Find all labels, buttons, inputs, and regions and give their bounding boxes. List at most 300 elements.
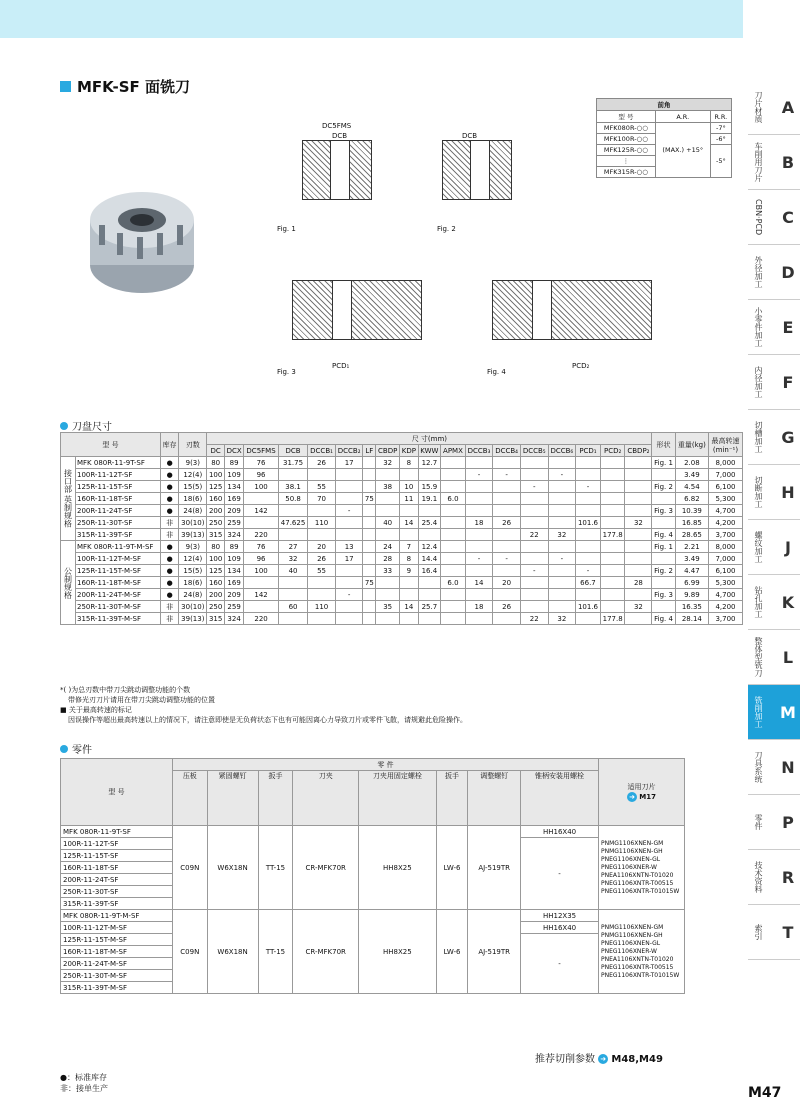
td: -7° — [710, 123, 731, 134]
data-cell: 4.54 — [675, 481, 708, 493]
rake-angle-table — [596, 98, 732, 178]
tab-letter: B — [781, 152, 795, 172]
section-title: 刀盘尺寸 — [72, 422, 112, 433]
data-cell: 96 — [244, 553, 279, 565]
data-cell — [625, 529, 652, 541]
tab-letter: C — [782, 207, 794, 227]
data-cell — [625, 469, 652, 481]
data-cell: 30(10) — [179, 601, 207, 613]
data-cell — [465, 613, 493, 625]
data-cell: 11 — [400, 493, 418, 505]
model-cell: 200R-11-24T-M-SF — [75, 589, 160, 601]
data-cell: 27 — [278, 541, 307, 553]
tab-a[interactable] — [748, 80, 800, 135]
data-cell: 17 — [335, 457, 363, 469]
insert-item: PNEG1106XNTR-T00515 — [601, 963, 674, 971]
model-cell: 160R-11-18T-M-SF — [75, 577, 160, 589]
dim-label: PCD₁ — [332, 362, 350, 370]
data-cell: 7 — [400, 541, 418, 553]
data-cell: 12.4 — [418, 541, 441, 553]
table-row — [61, 553, 743, 565]
data-cell: 14 — [400, 601, 418, 613]
data-cell — [600, 577, 625, 589]
th-col: DCCB₆ — [548, 445, 576, 457]
data-cell — [363, 601, 376, 613]
data-cell: 259 — [224, 517, 243, 529]
data-cell: ● — [161, 577, 179, 589]
data-cell: 10 — [400, 481, 418, 493]
insert-list — [599, 910, 685, 994]
data-cell: 76 — [244, 457, 279, 469]
th-col: CBDP₂ — [625, 445, 652, 457]
tab-label: 内径加工 — [754, 366, 763, 398]
data-cell — [363, 529, 376, 541]
page-title — [60, 76, 190, 97]
part-value: HH8X25 — [358, 910, 436, 994]
tab-k[interactable] — [748, 575, 800, 630]
side-tabs — [748, 80, 800, 960]
tab-letter: R — [781, 867, 795, 887]
data-cell: 142 — [244, 505, 279, 517]
data-cell: 70 — [308, 493, 336, 505]
model-cell: 250R-11-30T-M-SF — [61, 970, 173, 982]
data-cell — [600, 481, 625, 493]
data-cell — [363, 565, 376, 577]
data-cell: 4,200 — [709, 517, 743, 529]
data-cell — [548, 517, 576, 529]
data-cell — [244, 601, 279, 613]
data-cell: 2.08 — [675, 457, 708, 469]
tab-b[interactable] — [748, 135, 800, 190]
data-cell: 12(4) — [179, 469, 207, 481]
data-cell — [548, 481, 576, 493]
data-cell: 33 — [376, 565, 400, 577]
insert-item: PNEG1106XNEN-GL — [601, 855, 661, 863]
group-label: 接口部 英制规格 — [61, 457, 76, 541]
data-cell: Fig. 4 — [652, 529, 675, 541]
data-cell: 47.625 — [278, 517, 307, 529]
model-cell: 100R-11-12T-SF — [75, 469, 160, 481]
data-cell: Fig. 2 — [652, 481, 675, 493]
data-cell — [441, 589, 465, 601]
tab-label: 外径加工 — [754, 256, 763, 288]
model-cell: 160R-11-18T-SF — [75, 493, 160, 505]
data-cell: 169 — [224, 577, 243, 589]
data-cell: 7,000 — [709, 553, 743, 565]
data-cell: 209 — [224, 589, 243, 601]
data-cell: 177.8 — [600, 529, 625, 541]
th-insert — [599, 759, 685, 826]
data-cell: - — [548, 553, 576, 565]
bullet-icon — [60, 745, 68, 753]
data-cell — [520, 589, 548, 601]
data-cell — [493, 529, 521, 541]
data-cell — [363, 553, 376, 565]
data-cell — [625, 541, 652, 553]
data-cell: ● — [161, 541, 179, 553]
data-cell — [493, 493, 521, 505]
table-row — [61, 613, 743, 625]
data-cell — [308, 613, 336, 625]
data-cell — [363, 517, 376, 529]
data-cell — [576, 493, 601, 505]
data-cell: - — [520, 565, 548, 577]
data-cell: 8,000 — [709, 541, 743, 553]
data-cell — [520, 517, 548, 529]
tab-h[interactable] — [748, 465, 800, 520]
data-cell — [520, 577, 548, 589]
part-value: C09N — [173, 826, 208, 910]
tab-e[interactable] — [748, 300, 800, 355]
data-cell — [493, 481, 521, 493]
data-cell: Fig. 2 — [652, 565, 675, 577]
data-cell — [278, 589, 307, 601]
tab-letter: M — [780, 702, 796, 722]
data-cell — [625, 553, 652, 565]
data-cell: 18 — [465, 601, 493, 613]
tab-f[interactable] — [748, 355, 800, 410]
tab-label: 切断加工 — [754, 476, 763, 508]
data-cell: 160 — [207, 577, 225, 589]
data-cell: 26 — [493, 601, 521, 613]
tab-d[interactable] — [748, 245, 800, 300]
data-cell — [441, 505, 465, 517]
data-cell — [493, 613, 521, 625]
insert-label: 适用刀片 — [627, 783, 656, 791]
data-cell: 142 — [244, 589, 279, 601]
data-cell: ● — [161, 565, 179, 577]
section-title: 零件 — [72, 745, 92, 756]
part-value: TT-15 — [258, 910, 293, 994]
data-cell — [441, 601, 465, 613]
recommend — [535, 1050, 663, 1065]
data-cell: 22 — [520, 613, 548, 625]
data-cell — [376, 469, 400, 481]
data-cell — [441, 481, 465, 493]
data-cell — [376, 613, 400, 625]
data-cell: ● — [161, 469, 179, 481]
data-cell: 100 — [207, 469, 225, 481]
th-col: PCD₂ — [600, 445, 625, 457]
tab-label: CBN·PCD — [754, 198, 763, 236]
legend-item: 非：接单生产 — [60, 1084, 108, 1093]
th-size: 尺 寸(mm) — [207, 433, 652, 445]
data-cell: 16.35 — [675, 601, 708, 613]
parts-table — [60, 758, 685, 994]
table-row — [61, 565, 743, 577]
th-parts: 零 件 — [173, 759, 599, 771]
th-edges: 刃数 — [179, 433, 207, 457]
data-cell: 96 — [244, 469, 279, 481]
data-cell: 89 — [224, 457, 243, 469]
data-cell: ● — [161, 553, 179, 565]
th-part: 刀夹用固定螺栓 — [358, 771, 436, 826]
data-cell — [363, 541, 376, 553]
data-cell: Fig. 3 — [652, 589, 675, 601]
data-cell — [308, 577, 336, 589]
data-cell: 6.82 — [675, 493, 708, 505]
insert-item: PNEG1106XNTR-T01015W — [601, 887, 680, 895]
data-cell: 8,000 — [709, 457, 743, 469]
data-cell: - — [493, 469, 521, 481]
data-cell: 14 — [400, 517, 418, 529]
cutter-photo — [85, 175, 200, 300]
th-col: DC5FMS — [244, 445, 279, 457]
data-cell: 40 — [278, 565, 307, 577]
th: A.R. — [655, 111, 710, 123]
data-cell — [335, 517, 363, 529]
data-cell — [400, 577, 418, 589]
data-cell: 3.49 — [675, 469, 708, 481]
data-cell — [652, 601, 675, 613]
fig-label: Fig. 2 — [437, 225, 456, 233]
model-cell: MFK 080R-11-9T-M-SF — [61, 910, 173, 922]
tab-p[interactable] — [748, 795, 800, 850]
data-cell — [308, 469, 336, 481]
th-stock: 库存 — [161, 433, 179, 457]
table-row — [61, 493, 743, 505]
data-cell: 24(8) — [179, 505, 207, 517]
data-cell: - — [520, 481, 548, 493]
note: ■ 关于最高转速的标记 — [60, 706, 132, 714]
data-cell: 169 — [224, 493, 243, 505]
model-cell: 160R-11-18T-SF — [61, 862, 173, 874]
th-col: DCB — [278, 445, 307, 457]
data-cell — [363, 505, 376, 517]
tab-t[interactable] — [748, 905, 800, 960]
data-cell — [576, 589, 601, 601]
fig4-body — [492, 280, 652, 340]
group-label: 公制规格 — [61, 541, 76, 625]
tab-label: 切槽加工 — [754, 421, 763, 453]
data-cell: 80 — [207, 457, 225, 469]
data-cell — [308, 589, 336, 601]
data-cell — [520, 493, 548, 505]
data-cell — [652, 517, 675, 529]
data-cell: 6.0 — [441, 577, 465, 589]
bolt-value: HH16X40 — [521, 826, 599, 838]
data-cell — [441, 457, 465, 469]
title-marker — [60, 81, 71, 92]
data-cell — [600, 493, 625, 505]
data-cell: 25.4 — [418, 517, 441, 529]
data-cell: 24(8) — [179, 589, 207, 601]
data-cell — [493, 505, 521, 517]
data-cell: 60 — [278, 601, 307, 613]
tab-label: 刀片材质 — [754, 91, 763, 123]
tab-r[interactable] — [748, 850, 800, 905]
data-cell — [418, 577, 441, 589]
th: 型 号 — [597, 111, 656, 123]
part-value: LW-6 — [436, 910, 468, 994]
model-cell: 125R-11-15T-M-SF — [61, 934, 173, 946]
th-part: 锥柄安装用螺栓 — [521, 771, 599, 826]
data-cell: 109 — [224, 553, 243, 565]
th-col: KWW — [418, 445, 441, 457]
insert-ref: M17 — [639, 793, 656, 801]
data-cell — [625, 589, 652, 601]
data-cell: 12.7 — [418, 457, 441, 469]
data-cell — [576, 457, 601, 469]
data-cell: ● — [161, 493, 179, 505]
bolt-value: - — [521, 934, 599, 994]
td: ⋮ — [597, 156, 656, 167]
model-cell: 250R-11-30T-M-SF — [75, 601, 160, 613]
data-cell: 6.99 — [675, 577, 708, 589]
data-cell — [441, 529, 465, 541]
data-cell: 259 — [224, 601, 243, 613]
data-cell — [520, 601, 548, 613]
dim-label: DCB — [332, 132, 348, 140]
data-cell: 非 — [161, 613, 179, 625]
data-cell — [465, 529, 493, 541]
data-cell — [548, 541, 576, 553]
tab-j[interactable] — [748, 520, 800, 575]
part-value: HH8X25 — [358, 826, 436, 910]
th-model: 型 号 — [61, 759, 173, 826]
data-cell: 110 — [308, 517, 336, 529]
data-cell — [625, 481, 652, 493]
data-cell: 125 — [207, 565, 225, 577]
tab-l[interactable] — [748, 630, 800, 685]
part-value: W6X18N — [207, 910, 258, 994]
data-cell — [400, 505, 418, 517]
tab-label: 刀具系统 — [754, 751, 763, 783]
data-cell — [652, 553, 675, 565]
data-cell — [278, 529, 307, 541]
section-dimensions — [60, 418, 112, 433]
fig-label: Fig. 1 — [277, 225, 296, 233]
data-cell — [278, 577, 307, 589]
th-col: DCCB₅ — [520, 445, 548, 457]
model-cell: 200R-11-24T-M-SF — [61, 958, 173, 970]
tab-letter: L — [782, 647, 794, 667]
data-cell: 38.1 — [278, 481, 307, 493]
data-cell — [548, 457, 576, 469]
part-value: AJ-519TR — [468, 910, 521, 994]
data-cell: 250 — [207, 517, 225, 529]
data-cell — [520, 457, 548, 469]
data-cell — [600, 601, 625, 613]
data-cell — [493, 565, 521, 577]
data-cell: 55 — [308, 481, 336, 493]
arrow-icon: ➜ — [627, 792, 637, 802]
recommend-label: 推荐切削参数 — [535, 1054, 595, 1065]
model-cell: MFK 080R-11-9T-SF — [61, 826, 173, 838]
data-cell — [652, 493, 675, 505]
data-cell — [520, 553, 548, 565]
data-cell: 38 — [376, 481, 400, 493]
data-cell — [465, 457, 493, 469]
tab-letter: G — [781, 427, 795, 447]
table-row — [61, 826, 685, 838]
data-cell — [418, 505, 441, 517]
data-cell — [465, 565, 493, 577]
data-cell — [465, 493, 493, 505]
section-parts — [60, 741, 92, 756]
bolt-value: - — [521, 838, 599, 910]
tab-label: 铣削加工 — [754, 696, 763, 728]
td: MFK315R-○○ — [597, 167, 656, 178]
data-cell: 315 — [207, 613, 225, 625]
data-cell: 12(4) — [179, 553, 207, 565]
data-cell: 35 — [376, 601, 400, 613]
data-cell — [376, 577, 400, 589]
data-cell: - — [493, 553, 521, 565]
data-cell: 4,200 — [709, 601, 743, 613]
data-cell: 26 — [308, 457, 336, 469]
data-cell — [600, 469, 625, 481]
data-cell — [493, 589, 521, 601]
th: R.R. — [710, 111, 731, 123]
page-number: M47 — [748, 1085, 782, 1101]
model-cell: 200R-11-24T-SF — [61, 874, 173, 886]
data-cell: 109 — [224, 469, 243, 481]
data-cell: 220 — [244, 529, 279, 541]
data-cell: Fig. 1 — [652, 457, 675, 469]
insert-item: PNEG1106XNTR-T01015W — [601, 971, 680, 979]
data-cell: 28 — [625, 577, 652, 589]
data-cell: 6,100 — [709, 565, 743, 577]
tab-c[interactable] — [748, 190, 800, 245]
data-cell — [335, 613, 363, 625]
data-cell: 9 — [400, 565, 418, 577]
data-cell: 14 — [465, 577, 493, 589]
data-cell: 26 — [308, 553, 336, 565]
data-cell: 324 — [224, 613, 243, 625]
insert-list — [599, 826, 685, 910]
data-cell — [576, 469, 601, 481]
data-cell: Fig. 1 — [652, 541, 675, 553]
data-cell — [400, 469, 418, 481]
data-cell: 100 — [207, 553, 225, 565]
dim-label: DCB — [462, 132, 478, 140]
tab-letter: N — [781, 757, 795, 777]
data-cell: 101.6 — [576, 601, 601, 613]
data-cell: 28 — [376, 553, 400, 565]
bullet-icon — [60, 422, 68, 430]
data-cell — [548, 565, 576, 577]
tab-n[interactable] — [748, 740, 800, 795]
data-cell — [465, 505, 493, 517]
tab-m[interactable] — [748, 685, 800, 740]
tab-label: 小零件加工 — [754, 307, 763, 347]
data-cell: 4,700 — [709, 505, 743, 517]
model-cell: MFK 080R-11-9T-SF — [75, 457, 160, 469]
angle-title: 前角 — [597, 99, 732, 111]
tab-g[interactable] — [748, 410, 800, 465]
data-cell — [652, 469, 675, 481]
data-cell — [400, 613, 418, 625]
th-rpm: 最高转速(min⁻¹) — [709, 433, 743, 457]
data-cell: 4.47 — [675, 565, 708, 577]
data-cell: 75 — [364, 578, 374, 587]
tab-label: 零件 — [754, 814, 763, 830]
recommend-ref[interactable]: M48,M49 — [611, 1054, 663, 1065]
data-cell: 28.65 — [675, 529, 708, 541]
tab-letter: P — [782, 812, 794, 832]
th-col: CBDP — [376, 445, 400, 457]
model-cell: 315R-11-39T-M-SF — [61, 982, 173, 994]
tab-label: 车削用刀片 — [754, 142, 763, 182]
model-cell: 100R-11-12T-M-SF — [75, 553, 160, 565]
model-cell: MFK 080R-11-9T-M-SF — [75, 541, 160, 553]
data-cell — [363, 613, 376, 625]
data-cell: 10.39 — [675, 505, 708, 517]
data-cell: Fig. 3 — [652, 505, 675, 517]
data-cell: 15(5) — [179, 565, 207, 577]
data-cell: 55 — [308, 565, 336, 577]
